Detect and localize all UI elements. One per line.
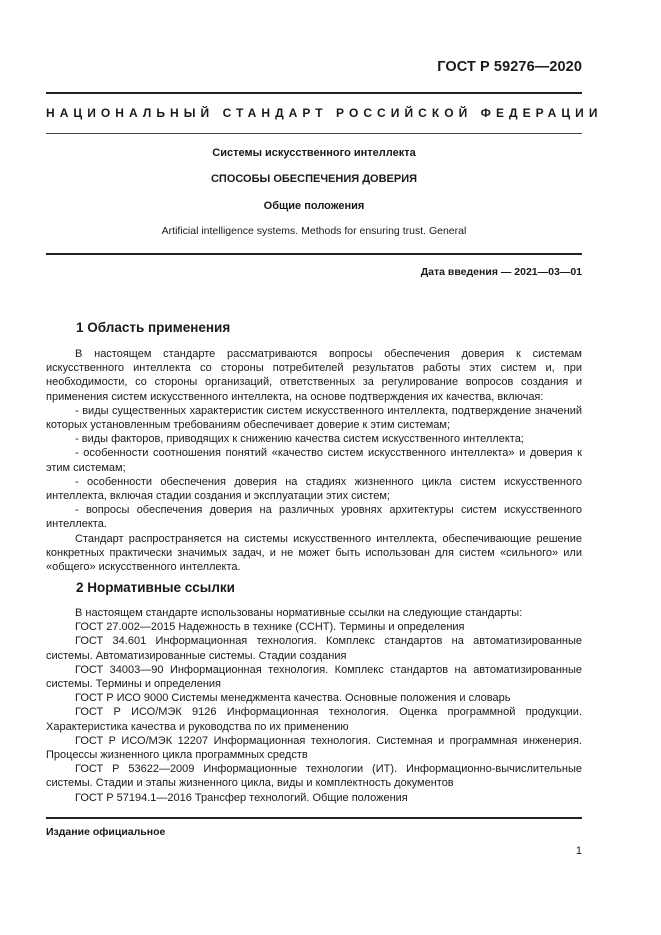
page-number: 1 xyxy=(575,845,582,857)
reference-item: ГОСТ Р ИСО/МЭК 9126 Информационная технология. Оценка программной продукции. Характеристика качества и руководства по их применению xyxy=(46,706,582,733)
section-2-heading: 2 Нормативные ссылки xyxy=(76,580,235,595)
list-item: - особенности обеспечения доверия на стадиях жизненного цикла систем искусственного интеллекта, включая стадии создания и эксплуатации этих систем; xyxy=(46,475,582,503)
paragraph: Стандарт распространяется на системы искусственного интеллекта, обеспечивающие решение конкретных практически значимых задач, и не может быть использован для систем «сильного» или «общего» искусственного интеллекта. xyxy=(46,532,582,574)
title-english: Artificial intelligence systems. Methods for ensuring trust. General xyxy=(161,225,467,237)
footer-rule xyxy=(46,817,582,819)
reference-item: ГОСТ Р ИСО 9000 Системы менеджмента качества. Основные положения и словарь xyxy=(75,692,511,705)
introduction-date: Дата введения — 2021—03—01 xyxy=(420,266,582,278)
document-code: ГОСТ Р 59276—2020 xyxy=(437,59,582,75)
reference-item: ГОСТ 34003—90 Информационная технология. Комплекс стандартов на автоматизированные системы. Термины и определения xyxy=(46,663,582,691)
title-line-2: СПОСОБЫ ОБЕСПЕЧЕНИЯ ДОВЕРИЯ xyxy=(210,173,418,185)
section-1-heading: 1 Область применения xyxy=(76,320,231,335)
title-line-3: Общие положения xyxy=(263,200,365,212)
list-item: - особенности соотношения понятий «качество систем искусственного интеллекта» и доверия к этим системам; xyxy=(46,447,582,474)
section-1-body xyxy=(46,347,582,574)
reference-item: ГОСТ 27.002—2015 Надежность в технике (ССНТ). Термины и определения xyxy=(75,621,465,634)
reference-item: ГОСТ Р 53622—2009 Информационные технологии (ИТ). Информационно-вычислительные системы. Стадии и этапы жизненного цикла, виды и комплектность документов xyxy=(46,763,582,790)
edition-label: Издание официальное xyxy=(46,826,166,838)
reference-item: ГОСТ Р ИСО/МЭК 12207 Информационная технология. Системная и программная инженерия. Процессы жизненного цикла программных средств xyxy=(46,734,582,762)
list-item: - виды существенных характеристик систем искусственного интеллекта, подтверждение значений которых установленным требованиям обеспечивает доверие к этим системам; xyxy=(46,404,582,432)
list-item: - вопросы обеспечения доверия на различных уровнях архитектуры систем искусственного интеллекта. xyxy=(46,504,582,531)
top-rule xyxy=(46,92,582,94)
title-line-1: Системы искусственного интеллекта xyxy=(212,147,416,159)
banner-rule xyxy=(46,133,582,134)
paragraph: В настоящем стандарте рассматриваются вопросы обеспечения доверия к системам искусственного интеллекта со стороны потребителей результатов работы этих систем и, при необходимости, со стороны организаций, ответственных за регулирование вопросов создания и применения систем искусственного интеллекта, на основе подтверждения их качества, включая: xyxy=(46,348,582,403)
title-rule xyxy=(46,253,582,255)
reference-item: ГОСТ Р 57194.1—2016 Трансфер технологий. Общие положения xyxy=(75,791,408,804)
reference-item: ГОСТ 34.601 Информационная технология. Комплекс стандартов на автоматизированные системы. Автоматизированные системы. Стадии создания xyxy=(46,635,582,662)
list-item: - виды факторов, приводящих к снижению качества систем искусственного интеллекта; xyxy=(75,433,524,446)
section-2-body xyxy=(46,606,582,805)
national-standard-banner: НАЦИОНАЛЬНЫЙ СТАНДАРТ РОССИЙСКОЙ ФЕДЕРАЦИИ xyxy=(46,106,603,120)
paragraph: В настоящем стандарте использованы нормативные ссылки на следующие стандарты: xyxy=(75,607,523,619)
